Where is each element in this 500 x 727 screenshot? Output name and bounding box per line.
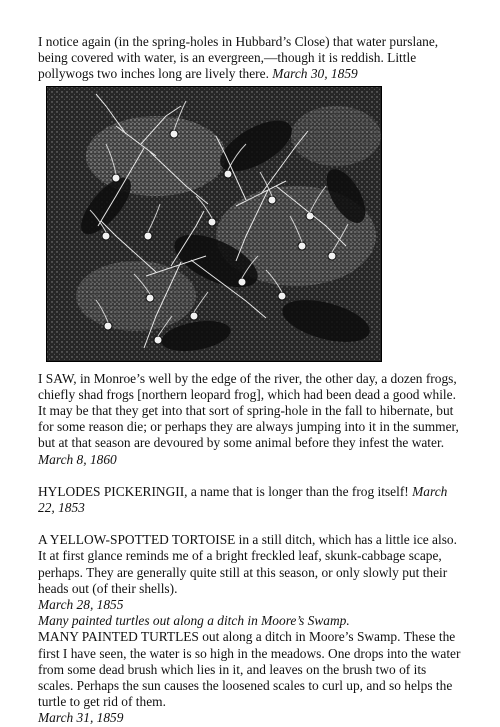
entry-1-date: March 30, 1859 xyxy=(272,66,358,82)
entry-2-text: I SAW, in Monroe’s well by the edge of the river, the other day, a dozen frogs, chiefly shad frogs [northern leopard frog], which had been dead a good while. It may be that they get into that sort of spring-hole in the fall to hibernate, but for some reason die; or perhaps they are always jumping into it in the summer, but at that season are devoured by some animal before they infest the water. xyxy=(38,370,459,451)
entry-5-date-line xyxy=(38,710,462,726)
wood-engraving-water-striders-and-tadpoles-icon xyxy=(46,86,382,362)
entry-5-text: MANY PAINTED TURTLES out along a ditch in Moore’s Swamp. These the first I have seen, the water is so high in the meadows. One drops into the water from some dead brush which lies in it, and leaves on the brush two of its scales. Perhaps the sun causes the loosened scales to curl up, and so helps the turtle to get rid of them. xyxy=(38,629,461,710)
entry-3-text: HYLODES PICKERINGII, a name that is longer than the frog itself! xyxy=(38,483,409,499)
entry-4-date-line xyxy=(38,597,462,613)
entry-2 xyxy=(38,371,462,468)
entry-1-text: I notice again (in the spring-holes in Hubbard’s Close) that water purslane, being covered with water, is an evergreen,—though it is reddish. Little pollywogs two inches long are lively there. xyxy=(38,34,439,82)
entry-3 xyxy=(38,484,462,516)
entry-2-date: March 8, 1860 xyxy=(38,451,117,467)
entry-4 xyxy=(38,532,462,597)
page xyxy=(38,34,462,727)
entry-4-text: A YELLOW-SPOTTED TORTOISE in a still ditch, which has a little ice also. It at first glance reminds me of a bright freckled leaf, skunk-cabbage scape, perhaps. They are generally quite still at this season, or only slowly put their heads out (of their shells). xyxy=(38,532,457,596)
entry-4-date: March 28, 1855 xyxy=(38,597,124,613)
entry-5-heading-line xyxy=(38,613,462,629)
entry-3-date: March 22, 1853 xyxy=(38,483,448,516)
entry-5-heading: Many painted turtles out along a ditch in Moore’s Swamp. xyxy=(38,613,350,629)
entry-1 xyxy=(38,34,462,83)
entry-5 xyxy=(38,629,462,710)
entry-5-date: March 31, 1859 xyxy=(38,710,124,726)
